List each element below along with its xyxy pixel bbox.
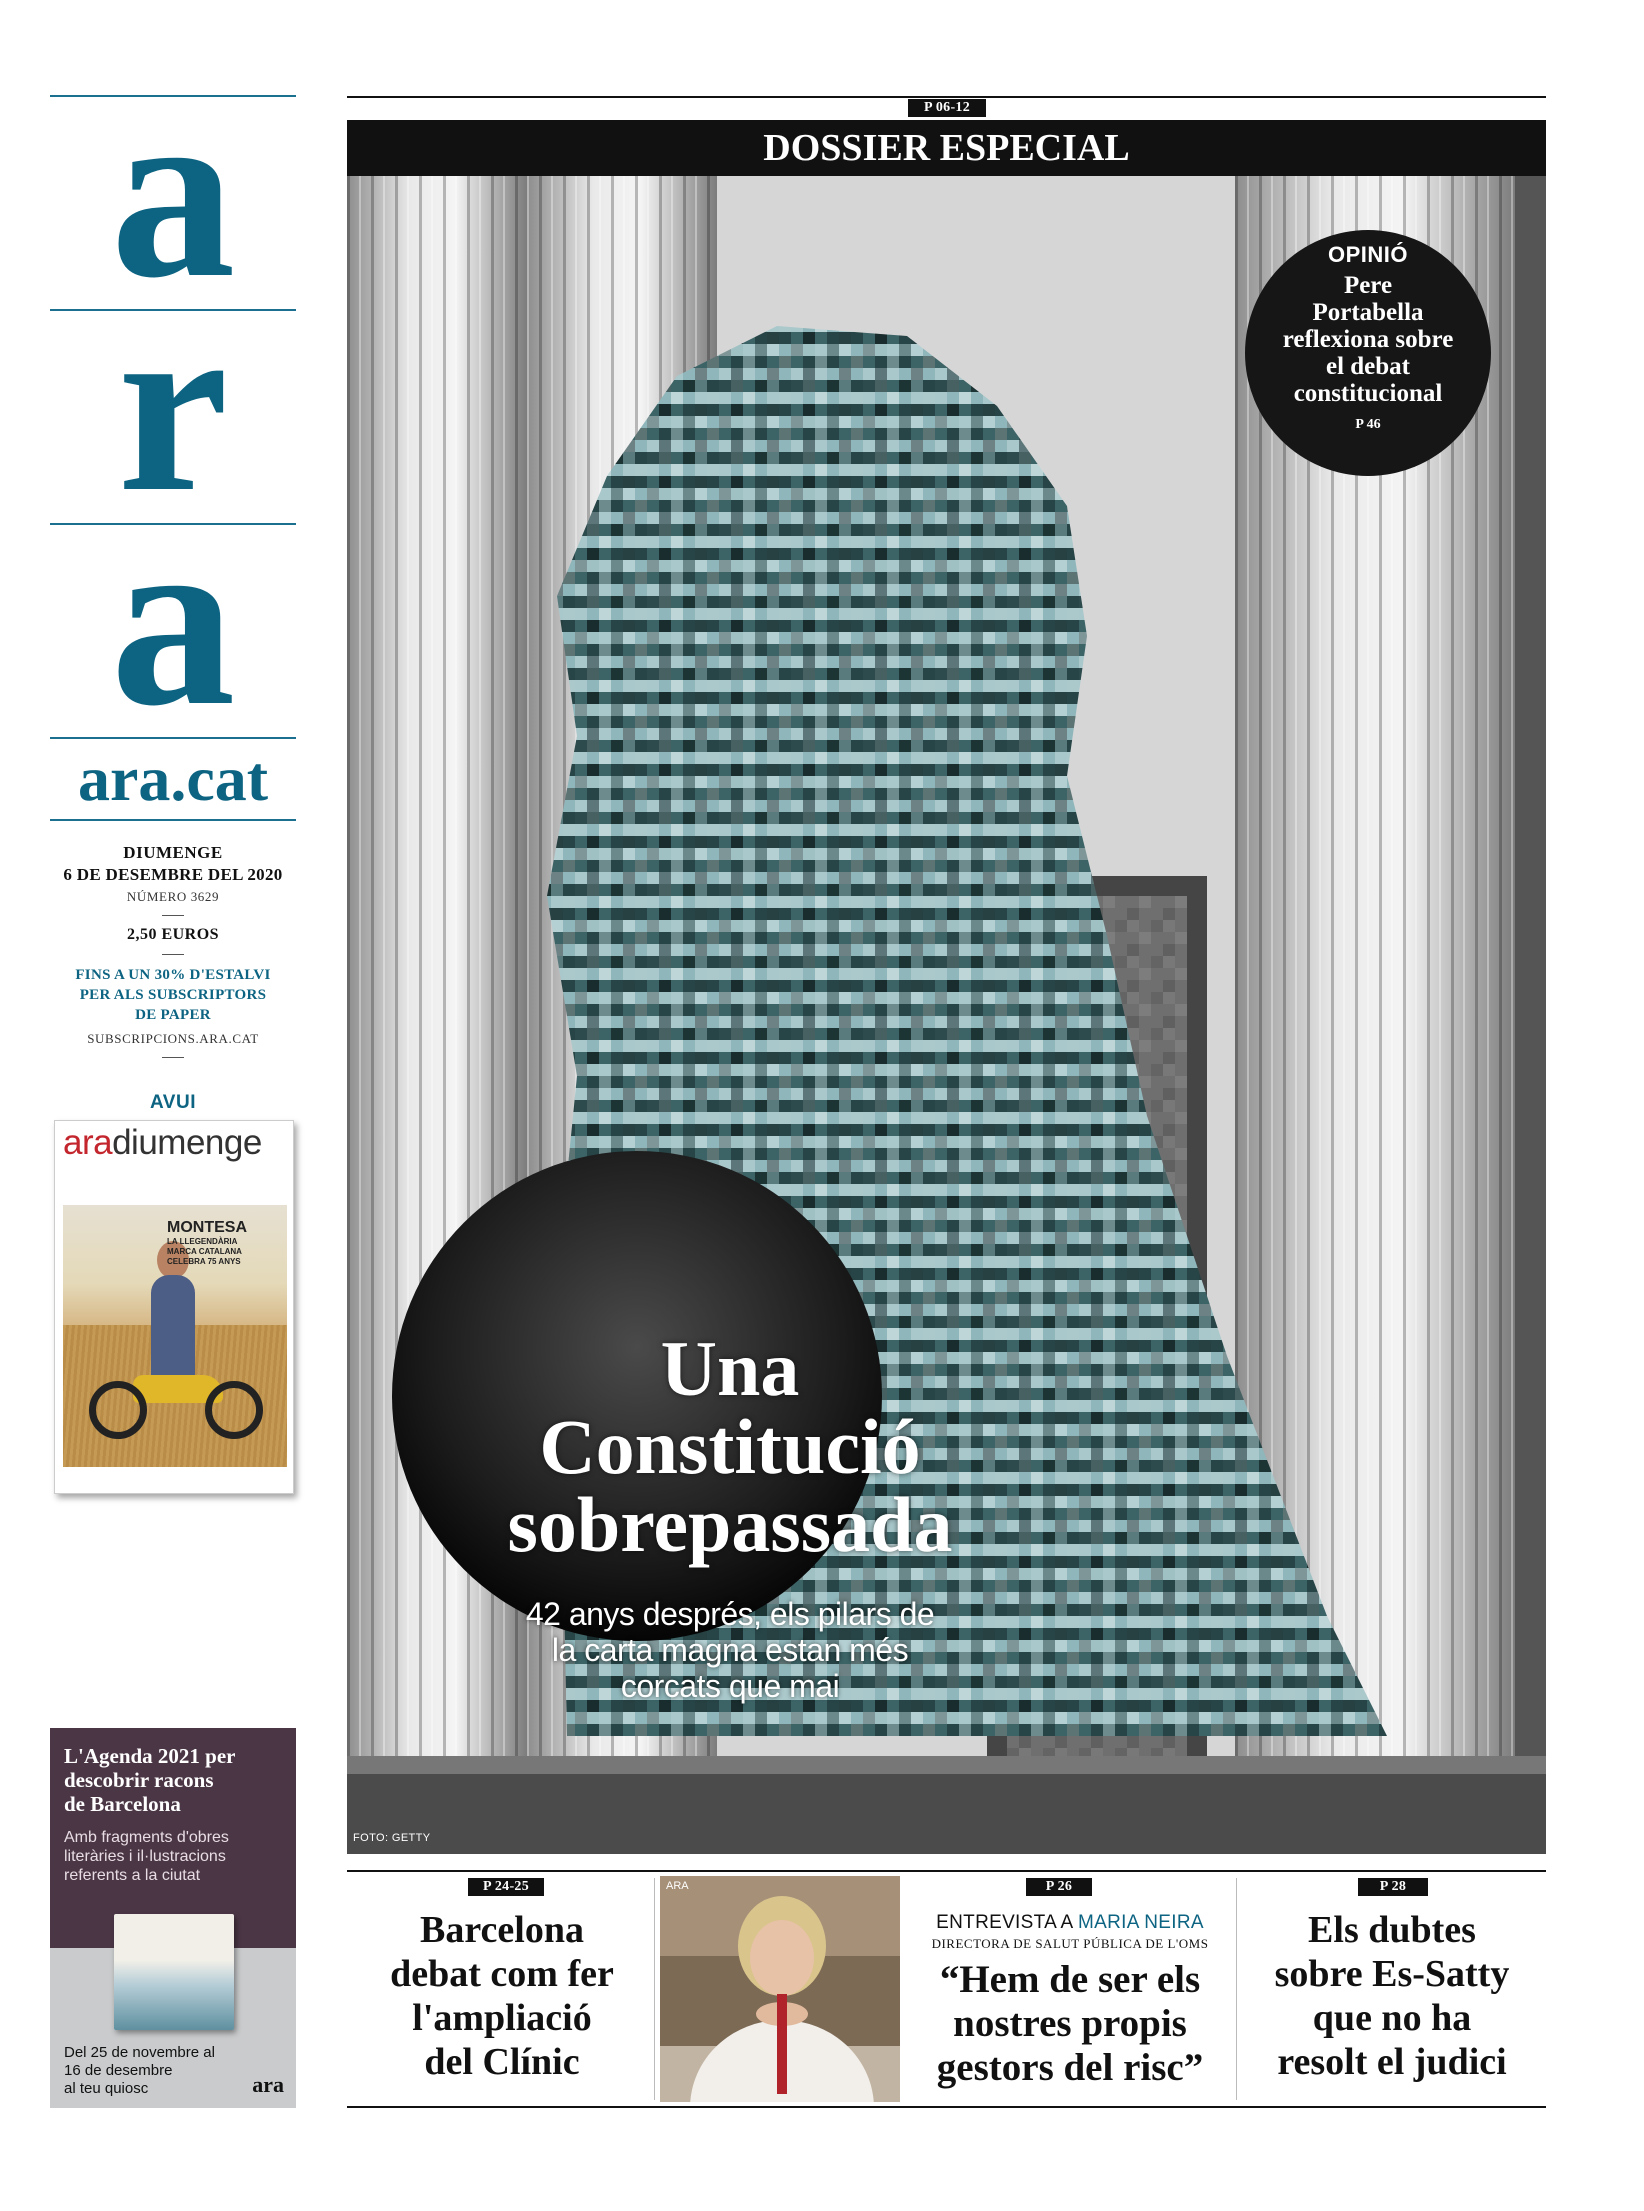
site-url[interactable]: ara.cat bbox=[77, 743, 269, 814]
rider-image bbox=[151, 1275, 195, 1385]
story-page-tag[interactable]: P 24-25 bbox=[468, 1878, 544, 1896]
offer-line: PER ALS SUBSCRIPTORS bbox=[79, 987, 267, 1003]
deck-line: 42 anys després, els pilars de bbox=[525, 1596, 935, 1632]
lead-headline[interactable] bbox=[470, 1325, 990, 1568]
opinion-page: P 46 bbox=[1355, 417, 1381, 432]
story-line: Barcelona bbox=[420, 1909, 584, 1951]
opinion-line: Pere bbox=[1343, 272, 1393, 299]
story-line: Els dubtes bbox=[1308, 1909, 1476, 1951]
deck-line: la carta magna estan més bbox=[551, 1632, 909, 1668]
masthead-letter-a: a bbox=[110, 97, 236, 309]
ad-title bbox=[64, 1744, 284, 1816]
story-line: debat com fer bbox=[390, 1953, 614, 1995]
dossier-banner[interactable]: DOSSIER ESPECIAL bbox=[347, 120, 1546, 176]
issue-date: 6 DE DESEMBRE DEL 2020 bbox=[63, 865, 283, 884]
story-line: “Hem de ser els bbox=[939, 1958, 1201, 2001]
deck-line: corcats que mai bbox=[620, 1668, 840, 1704]
today-label: AVUI bbox=[150, 1092, 196, 1113]
interview-kicker bbox=[910, 1912, 1230, 1934]
ad-title-line: descobrir racons bbox=[64, 1768, 214, 1792]
headline-line: Una bbox=[660, 1325, 800, 1412]
issue-number: NÚMERO 3629 bbox=[126, 889, 220, 904]
ad-dates-line: Del 25 de novembre al bbox=[64, 2044, 215, 2061]
supplement-photo bbox=[63, 1205, 287, 1467]
headline-line: sobrepassada bbox=[507, 1481, 953, 1568]
ad-subtitle bbox=[64, 1828, 284, 1885]
divider bbox=[162, 954, 184, 955]
issue-price: 2,50 EUROS bbox=[126, 926, 220, 943]
lead-deck bbox=[500, 1596, 960, 1704]
supplement-headline bbox=[167, 1219, 277, 1267]
story-page-tag[interactable]: P 28 bbox=[1358, 1878, 1428, 1896]
interviewee-role: DIRECTORA DE SALUT PÚBLICA DE L'OMS bbox=[931, 1936, 1209, 1951]
wheel-image bbox=[89, 1381, 147, 1439]
story-line: sobre Es-Satty bbox=[1274, 1953, 1510, 1995]
story-line: l'ampliació bbox=[412, 1997, 592, 2039]
masthead-letter-a2: a bbox=[110, 525, 236, 737]
strip-divider bbox=[654, 1878, 655, 2100]
story-line: gestors del risc” bbox=[936, 2046, 1204, 2089]
strip-divider bbox=[1236, 1878, 1237, 2100]
interviewee-name: MARIA NEIRA bbox=[1078, 1912, 1204, 1933]
supplement-logo bbox=[55, 1121, 293, 1163]
interview-photo-credit: ARA bbox=[666, 1880, 689, 1892]
agenda-book-image bbox=[114, 1914, 234, 2030]
supplement-tagline: MARCA CATALANA bbox=[167, 1247, 242, 1256]
opinion-line: reflexiona sobre bbox=[1282, 326, 1454, 353]
offer-line: FINS A UN 30% D'ESTALVI bbox=[75, 967, 271, 983]
ad-sub-line: literàries i il·lustracions bbox=[64, 1848, 226, 1865]
story-headline-clinic[interactable] bbox=[352, 1908, 652, 2084]
story-line: del Clínic bbox=[424, 2041, 580, 2083]
supplement-logo-diumenge: diumenge bbox=[112, 1123, 262, 1162]
issue-info bbox=[50, 843, 296, 1114]
interview-portrait-illustration bbox=[660, 1876, 900, 2102]
ad-title-line: L'Agenda 2021 per bbox=[64, 1744, 236, 1768]
ad-dates bbox=[64, 2044, 234, 2098]
story-line: nostres propis bbox=[953, 2002, 1187, 2045]
story-line: que no ha bbox=[1312, 1997, 1472, 2039]
opinion-line: constitucional bbox=[1293, 380, 1443, 407]
masthead-rule bbox=[50, 819, 296, 821]
subscribe-link[interactable]: SUBSCRIPCIONS.ARA.CAT bbox=[87, 1031, 259, 1046]
kicker-prefix: ENTREVISTA A bbox=[936, 1912, 1079, 1933]
supplement-title: MONTESA bbox=[167, 1219, 247, 1236]
interview-headline[interactable] bbox=[906, 1958, 1234, 2090]
ad-title-line: de Barcelona bbox=[64, 1792, 181, 1816]
supplement-cover[interactable] bbox=[54, 1120, 294, 1494]
headline-line: Constitució bbox=[539, 1403, 921, 1490]
strip-rule bbox=[347, 2106, 1546, 2108]
masthead-letter-r: r bbox=[117, 311, 229, 523]
story-line: resolt el judici bbox=[1277, 2041, 1507, 2083]
ad-dates-line: 16 de desembre bbox=[64, 2062, 173, 2079]
divider bbox=[162, 915, 184, 916]
wheel-image bbox=[205, 1381, 263, 1439]
agenda-ad[interactable] bbox=[50, 1728, 296, 2108]
divider bbox=[162, 1057, 184, 1058]
top-rule bbox=[347, 96, 1546, 98]
opinion-line: Portabella bbox=[1312, 299, 1424, 326]
supplement-tagline: LA LLEGENDÀRIA bbox=[167, 1237, 238, 1246]
interview-page-tag[interactable]: P 26 bbox=[1026, 1878, 1092, 1896]
dossier-page-tag[interactable]: P 06-12 bbox=[908, 99, 986, 117]
ad-sub-line: Amb fragments d'obres bbox=[64, 1829, 229, 1846]
opinion-teaser bbox=[1245, 272, 1491, 407]
opinion-line: el debat bbox=[1325, 353, 1411, 380]
photo-credit: FOTO: GETTY bbox=[353, 1832, 431, 1844]
opinion-badge[interactable] bbox=[1245, 230, 1491, 476]
ad-sub-line: referents a la ciutat bbox=[64, 1867, 201, 1884]
subscription-offer bbox=[50, 965, 296, 1025]
ad-dates-line: al teu quiosc bbox=[64, 2080, 149, 2097]
supplement-logo-ara: ara bbox=[63, 1123, 113, 1162]
story-headline-es-satty[interactable] bbox=[1240, 1908, 1544, 2084]
masthead bbox=[50, 95, 296, 1114]
interview-photo[interactable] bbox=[660, 1876, 900, 2102]
opinion-label: OPINIÓ bbox=[1327, 242, 1408, 267]
issue-day: DIUMENGE bbox=[123, 843, 223, 862]
ad-logo: ara bbox=[252, 2072, 284, 2097]
strip-rule bbox=[347, 1870, 1546, 1872]
offer-line: DE PAPER bbox=[135, 1007, 211, 1023]
supplement-tagline: CELEBRA 75 ANYS bbox=[167, 1257, 241, 1266]
